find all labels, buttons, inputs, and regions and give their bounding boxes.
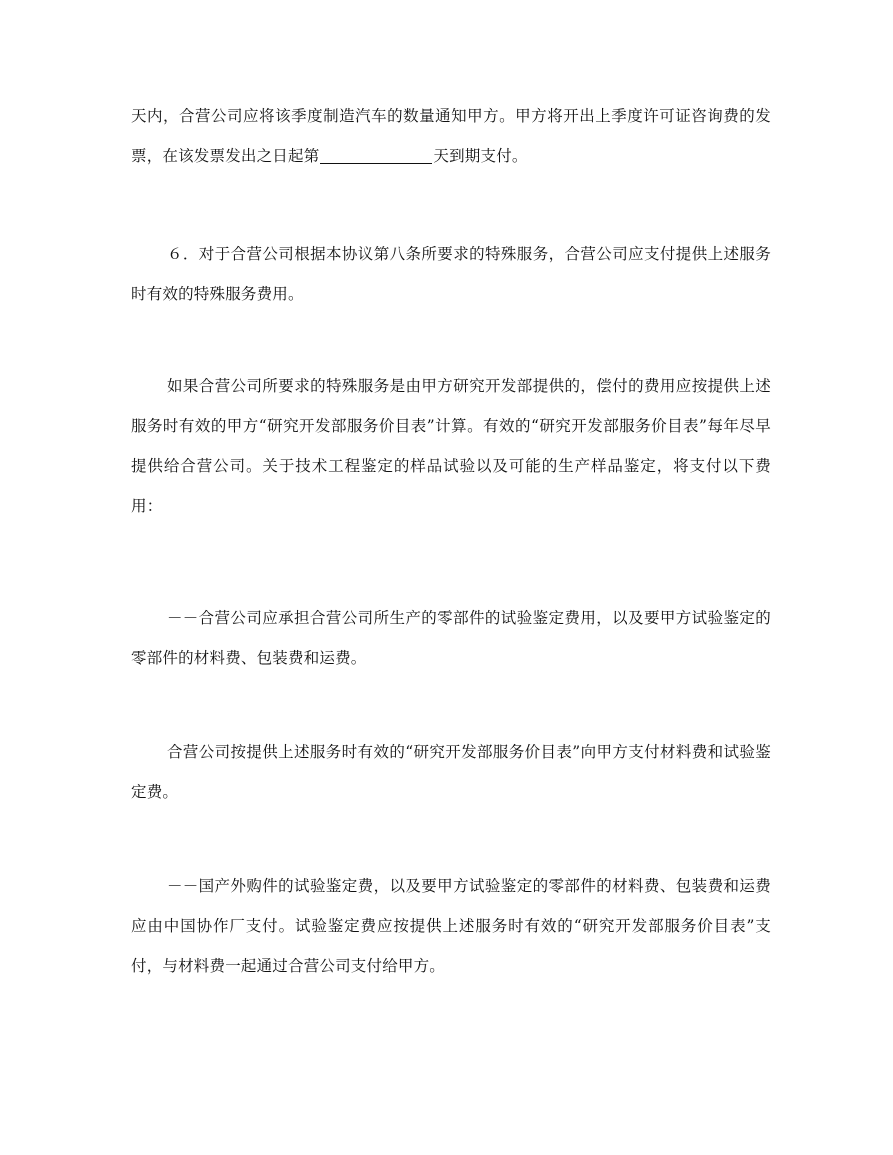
fill-in-blank <box>320 145 432 164</box>
paragraph-jv-test-fees: －－合营公司应承担合营公司所生产的零部件的试验鉴定费用，以及要甲方试验鉴定的零部件的材料费、包装费和运费。 <box>131 609 771 667</box>
paragraph-text: 天内，合营公司应将该季度制造汽车的数量通知甲方。甲方将开出上季度许可证咨询费的发票，在该发票发出之日起第 <box>131 107 771 165</box>
paragraph-text: 天到期支付。 <box>433 147 528 165</box>
paragraph-payment-terms <box>131 96 771 176</box>
paragraph-jv-payment: 合营公司按提供上述服务时有效的“研究开发部服务价目表”向甲方支付材料费和试验鉴定费。 <box>131 743 771 801</box>
paragraph-special-services: ６．对于合营公司根据本协议第八条所要求的特殊服务，合营公司应支付提供上述服务时有效的特殊服务费用。 <box>131 245 771 303</box>
paragraph-domestic-parts-fees: －－国产外购件的试验鉴定费，以及要甲方试验鉴定的零部件的材料费、包装费和运费应由中国协作厂支付。试验鉴定费应按提供上述服务时有效的“研究开发部服务价目表”支付，与材料费一起通过合营公司支付给甲方。 <box>131 877 771 975</box>
paragraph-rd-fees: 如果合营公司所要求的特殊服务是由甲方研究开发部提供的，偿付的费用应按提供上述服务时有效的甲方“研究开发部服务价目表”计算。有效的“研究开发部服务价目表”每年尽早提供给合营公司。关于技术工程鉴定的样品试验以及可能的生产样品鉴定，将支付以下费用： <box>131 377 771 515</box>
